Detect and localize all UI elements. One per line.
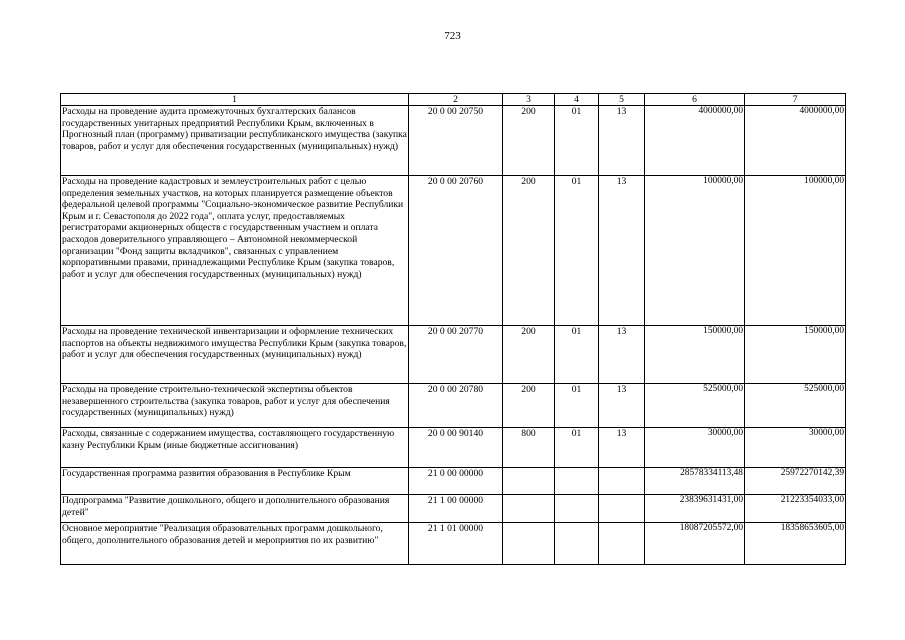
row-expense-type: 200 (503, 106, 555, 176)
row-section: 01 (555, 176, 599, 326)
row-code: 21 1 01 00000 (409, 523, 503, 565)
header-cell: 4 (555, 94, 599, 106)
row-amount-2: 18358653605,00 (745, 523, 846, 565)
row-code: 20 0 00 20780 (409, 384, 503, 428)
table-row (61, 523, 846, 565)
row-section (555, 468, 599, 495)
row-amount-1: 150000,00 (645, 326, 745, 384)
header-cell: 3 (503, 94, 555, 106)
row-name: Подпрограмма "Развитие дошкольного, общего и дополнительного образования детей" (61, 495, 409, 523)
row-section (555, 495, 599, 523)
row-section: 01 (555, 106, 599, 176)
row-section: 01 (555, 326, 599, 384)
row-amount-1: 100000,00 (645, 176, 745, 326)
row-name: Государственная программа развития образования в Республике Крым (61, 468, 409, 495)
row-amount-2: 4000000,00 (745, 106, 846, 176)
header-cell: 6 (645, 94, 745, 106)
table-row (61, 326, 846, 384)
row-code: 21 1 00 00000 (409, 495, 503, 523)
row-name: Расходы на проведение аудита промежуточных бухгалтерских балансов государственных унитарных предприятий Республики Крым, включенных в Прогнозный план (программу) приватизации республиканского имущества (закупка товаров, работ и услуг для обеспечения государственных (муниципальных) нужд) (61, 106, 409, 176)
row-amount-2: 25972270142,39 (745, 468, 846, 495)
row-code: 20 0 00 20770 (409, 326, 503, 384)
row-subsection: 13 (599, 428, 645, 468)
table-row (61, 428, 846, 468)
row-amount-2: 150000,00 (745, 326, 846, 384)
row-name: Расходы, связанные с содержанием имущества, составляющего государственную казну Республики Крым (иные бюджетные ассигнования) (61, 428, 409, 468)
row-name: Расходы на проведение строительно-технической экспертизы объектов незавершенного строительства (закупка товаров, работ и услуг для обеспечения государственных (муниципальных) нужд) (61, 384, 409, 428)
row-subsection: 13 (599, 326, 645, 384)
row-expense-type (503, 495, 555, 523)
row-amount-2: 525000,00 (745, 384, 846, 428)
row-subsection (599, 495, 645, 523)
row-amount-1: 30000,00 (645, 428, 745, 468)
row-code: 20 0 00 20750 (409, 106, 503, 176)
header-cell: 7 (745, 94, 846, 106)
row-expense-type: 800 (503, 428, 555, 468)
row-code: 21 0 00 00000 (409, 468, 503, 495)
row-subsection (599, 523, 645, 565)
page-number: 723 (444, 30, 461, 42)
row-code: 20 0 00 20760 (409, 176, 503, 326)
row-subsection: 13 (599, 106, 645, 176)
row-code: 20 0 00 90140 (409, 428, 503, 468)
table-row (61, 106, 846, 176)
table-header-row (61, 94, 846, 106)
row-amount-1: 525000,00 (645, 384, 745, 428)
row-amount-2: 21223354033,00 (745, 495, 846, 523)
row-name: Расходы на проведение технической инвентаризации и оформление технических паспортов на объекты недвижимого имущества Республики Крым (закупка товаров, работ и услуг для обеспечения государственных (муниципальных) нужд) (61, 326, 409, 384)
row-subsection (599, 468, 645, 495)
row-amount-1: 4000000,00 (645, 106, 745, 176)
table-row (61, 384, 846, 428)
table-row (61, 495, 846, 523)
row-name: Основное мероприятие "Реализация образовательных программ дошкольного, общего, дополнительного образования детей и мероприятия по их развитию" (61, 523, 409, 565)
row-amount-1: 28578334113,48 (645, 468, 745, 495)
row-amount-1: 23839631431,00 (645, 495, 745, 523)
row-expense-type (503, 523, 555, 565)
row-section: 01 (555, 428, 599, 468)
row-amount-2: 30000,00 (745, 428, 846, 468)
row-expense-type: 200 (503, 326, 555, 384)
budget-table (60, 93, 846, 565)
row-amount-1: 18087205572,00 (645, 523, 745, 565)
header-cell: 2 (409, 94, 503, 106)
header-cell: 5 (599, 94, 645, 106)
table-row (61, 176, 846, 326)
row-section: 01 (555, 384, 599, 428)
row-name: Расходы на проведение кадастровых и землеустроительных работ с целью определения земельных участков, на которых планируется размещение объектов федеральной целевой программы "Социально-экономическое развитие Республики Крым и г. Севастополя до 2022 года", оплата услуг, предоставляемых регистраторами акционерных обществ с государственным участием и оплата расходов доверительного управляющего – Автономной некоммерческой организации "Фонд защиты вкладчиков", связанных с управлением корпоративными правами, принадлежащими Республике Крым (закупка товаров, работ и услуг для обеспечения государственных (муниципальных) нужд) (61, 176, 409, 326)
header-cell: 1 (61, 94, 409, 106)
row-amount-2: 100000,00 (745, 176, 846, 326)
table-row (61, 468, 846, 495)
row-section (555, 523, 599, 565)
row-expense-type: 200 (503, 384, 555, 428)
row-expense-type (503, 468, 555, 495)
row-subsection: 13 (599, 176, 645, 326)
row-expense-type: 200 (503, 176, 555, 326)
row-subsection: 13 (599, 384, 645, 428)
